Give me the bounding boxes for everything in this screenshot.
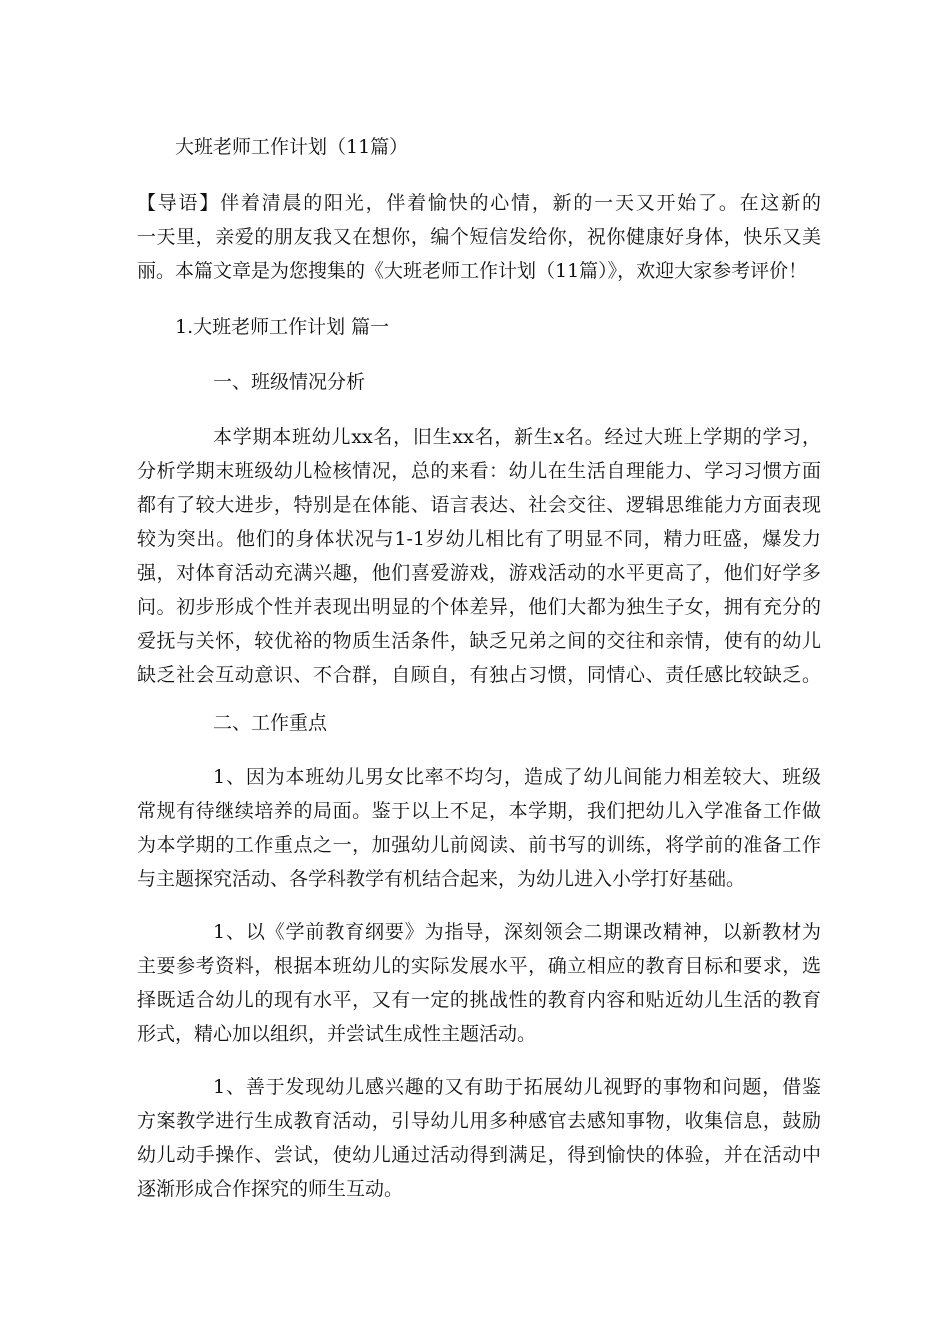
para1-line-8: 缺乏社会互动意识、不合群，自顾自，有独占习惯，同情心、责任感比较缺乏。 (137, 664, 821, 686)
para2-line-1: 1、因为本班幼儿男女比率不均匀，造成了幼儿间能力相差较大、班级 (213, 766, 821, 788)
heading-class-analysis: 一、班级情况分析 (213, 371, 366, 393)
para2-line-3: 为本学期的工作重点之一，加强幼儿前阅读、前书写的训练，将学前的准备工作 (137, 834, 821, 856)
para2-line-4: 与主题探究活动、各学科教学有机结合起来，为幼儿进入小学打好基础。 (137, 868, 746, 890)
para4-line-4: 逐渐形成合作探究的师生互动。 (137, 1178, 404, 1200)
para1-line-3: 都有了较大进步，特别是在体能、语言表达、社会交往、逻辑思维能力方面表现 (137, 494, 821, 516)
para1-line-7: 爱抚与关怀，较优裕的物质生活条件，缺乏兄弟之间的交往和亲情，使有的幼儿 (137, 630, 821, 652)
para2-line-2: 常规有待继续培养的局面。鉴于以上不足，本学期，我们把幼儿入学准备工作做 (137, 800, 821, 822)
section-title: 1.大班老师工作计划 篇一 (175, 316, 390, 338)
para3-line-4: 形式，精心加以组织，并尝试生成性主题活动。 (137, 1023, 537, 1045)
para3-line-3: 择既适合幼儿的现有水平，又有一定的挑战性的教育内容和贴近幼儿生活的教育 (137, 989, 821, 1011)
para1-line-6: 问。初步形成个性并表现出明显的个体差异，他们大都为独生子女，拥有充分的 (137, 596, 821, 618)
intro-line-2: 一天里，亲爱的朋友我又在想你，编个短信发给你，祝你健康好身体，快乐又美 (137, 226, 821, 248)
para1-line-1: 本学期本班幼儿xx名，旧生xx名，新生x名。经过大班上学期的学习， (213, 426, 821, 448)
para4-line-2: 方案教学进行生成教育活动，引导幼儿用多种感官去感知事物，收集信息，鼓励 (137, 1110, 821, 1132)
para3-line-2: 主要参考资料，根据本班幼儿的实际发展水平，确立相应的教育目标和要求，选 (137, 955, 821, 977)
para4-line-1: 1、善于发现幼儿感兴趣的又有助于拓展幼儿视野的事物和问题，借鉴 (213, 1076, 821, 1098)
para1-line-5: 强，对体育活动充满兴趣，他们喜爱游戏，游戏活动的水平更高了，他们好学多 (137, 562, 821, 584)
para3-line-1: 1、以《学前教育纲要》为指导，深刻领会二期课改精神，以新教材为 (213, 921, 821, 943)
para4-line-3: 幼儿动手操作、尝试，使幼儿通过活动得到满足，得到愉快的体验，并在活动中 (137, 1144, 821, 1166)
heading-work-focus: 二、工作重点 (213, 712, 328, 734)
intro-line-1: 【导语】伴着清晨的阳光，伴着愉快的心情，新的一天又开始了。在这新的 (137, 192, 821, 214)
document-title: 大班老师工作计划（11篇） (175, 136, 409, 158)
para1-line-2: 分析学期末班级幼儿检核情况，总的来看：幼儿在生活自理能力、学习习惯方面 (137, 460, 821, 482)
para1-line-4: 较为突出。他们的身体状况与1-1岁幼儿相比有了明显不同，精力旺盛，爆发力 (137, 528, 821, 550)
intro-line-3: 丽。本篇文章是为您搜集的《大班老师工作计划（11篇）》，欢迎大家参考评价！ (137, 260, 808, 282)
